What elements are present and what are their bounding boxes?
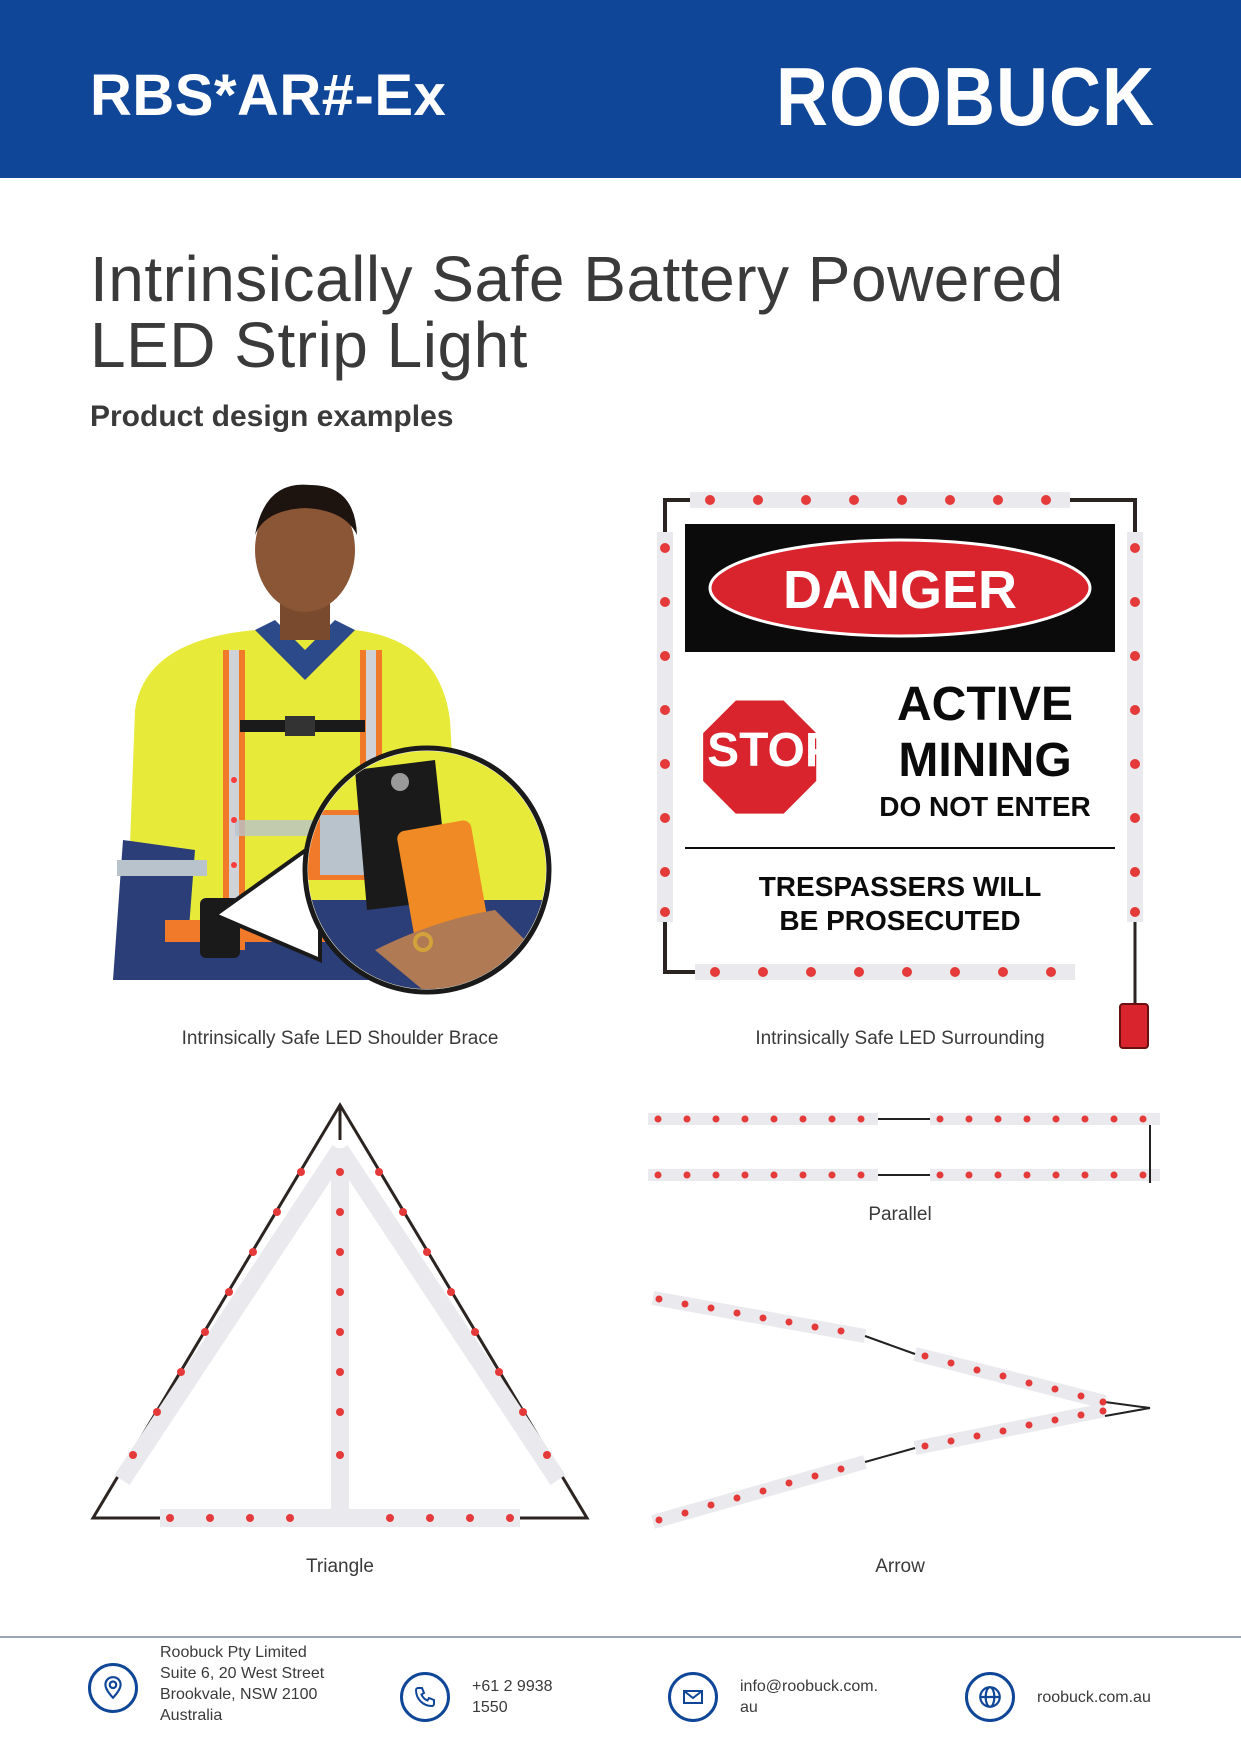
sign-stop-text: STOP [707, 724, 837, 777]
location-icon [88, 1663, 138, 1713]
address-line-2: Suite 6, 20 West Street [160, 1665, 325, 1682]
page-title [90, 243, 1064, 381]
email-line-1: info@roobuck.com. [740, 1678, 879, 1695]
brand-logo: ROOBUCK [776, 51, 1155, 144]
product-code: RBS*AR#-Ex [90, 63, 447, 128]
phone-line-2: 1550 [472, 1699, 508, 1716]
sign-line-1: ACTIVE [896, 678, 1074, 731]
sign-danger-text: DANGER [782, 560, 1018, 620]
email-line-2: au [740, 1699, 758, 1716]
shoulder-brace-image [105, 480, 575, 1010]
footer-divider [0, 1636, 1241, 1638]
header-banner [0, 0, 1241, 178]
caption-parallel: Parallel [868, 1204, 932, 1225]
title-line-1: Intrinsically Safe Battery Powered [90, 243, 1064, 315]
arrow-image [645, 1290, 1165, 1530]
caption-surrounding: Intrinsically Safe LED Surrounding [755, 1028, 1045, 1049]
triangle-image [85, 1100, 595, 1530]
sign-line-2: MINING [898, 734, 1072, 787]
parallel-image [640, 1105, 1160, 1185]
email-icon [668, 1672, 718, 1722]
phone-icon [400, 1672, 450, 1722]
danger-sign-image [650, 492, 1150, 1052]
address-line-4: Australia [160, 1707, 223, 1724]
sign-line-4: TRESPASSERS WILL [758, 871, 1042, 902]
caption-shoulder-brace: Intrinsically Safe LED Shoulder Brace [181, 1028, 499, 1049]
address-line-1: Roobuck Pty Limited [160, 1644, 307, 1661]
page-subtitle: Product design examples [90, 400, 454, 433]
title-line-2: LED Strip Light [90, 309, 528, 381]
caption-triangle: Triangle [306, 1556, 374, 1577]
footer-email[interactable] [668, 1672, 878, 1722]
sign-line-5: BE PROSECUTED [779, 905, 1021, 936]
sign-line-3: DO NOT ENTER [879, 791, 1091, 822]
address-line-3: Brookvale, NSW 2100 [160, 1686, 318, 1703]
footer-website[interactable] [965, 1672, 1151, 1722]
footer-phone[interactable] [400, 1672, 553, 1722]
caption-arrow: Arrow [875, 1556, 925, 1577]
footer-address [88, 1644, 325, 1726]
globe-icon [965, 1672, 1015, 1722]
phone-line-1: +61 2 9938 [472, 1678, 553, 1695]
website-text: roobuck.com.au [1037, 1688, 1151, 1706]
